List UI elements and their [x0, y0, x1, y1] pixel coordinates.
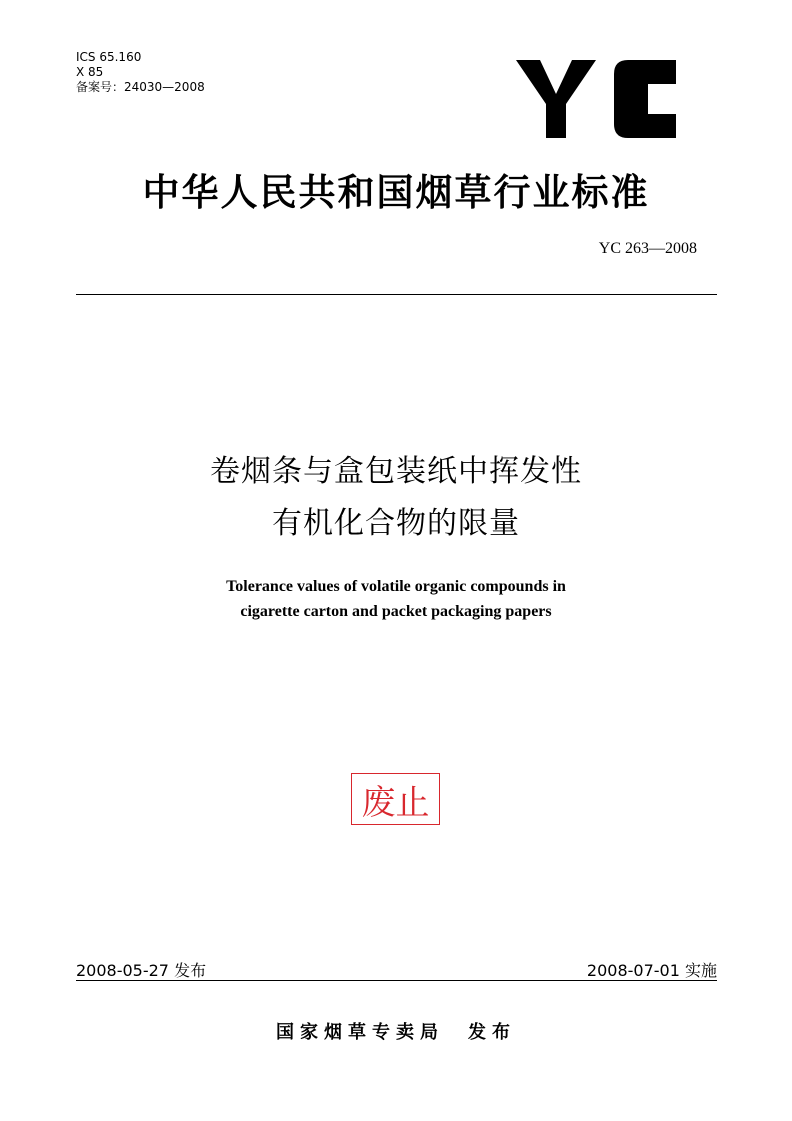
issue-date: 2008-05-27 发布 — [76, 961, 207, 980]
top-divider — [76, 294, 717, 295]
organization-title: 中华人民共和国烟草行业标准 — [142, 171, 650, 214]
bottom-divider — [76, 980, 717, 981]
ics-code: ICS 65.160 — [76, 50, 142, 64]
abolished-stamp: 废止 — [351, 773, 440, 825]
standard-number: YC 263—2008 — [598, 240, 697, 257]
implement-date: 2008-07-01 实施 — [586, 961, 717, 980]
title-cn-line2: 有机化合物的限量 — [272, 506, 520, 541]
filing-number: 备案号：24030—2008 — [76, 80, 205, 94]
title-cn-line1: 卷烟条与盒包装纸中挥发性 — [210, 454, 582, 489]
yc-logo — [516, 60, 676, 140]
issuer: 国家烟草专卖局 发布 — [276, 1022, 516, 1043]
title-en-line2: cigarette carton and packet packaging papers — [240, 603, 552, 620]
category-code: X 85 — [76, 65, 104, 79]
classification-block — [76, 50, 205, 95]
title-en-line1: Tolerance values of volatile organic compounds in — [226, 578, 566, 595]
